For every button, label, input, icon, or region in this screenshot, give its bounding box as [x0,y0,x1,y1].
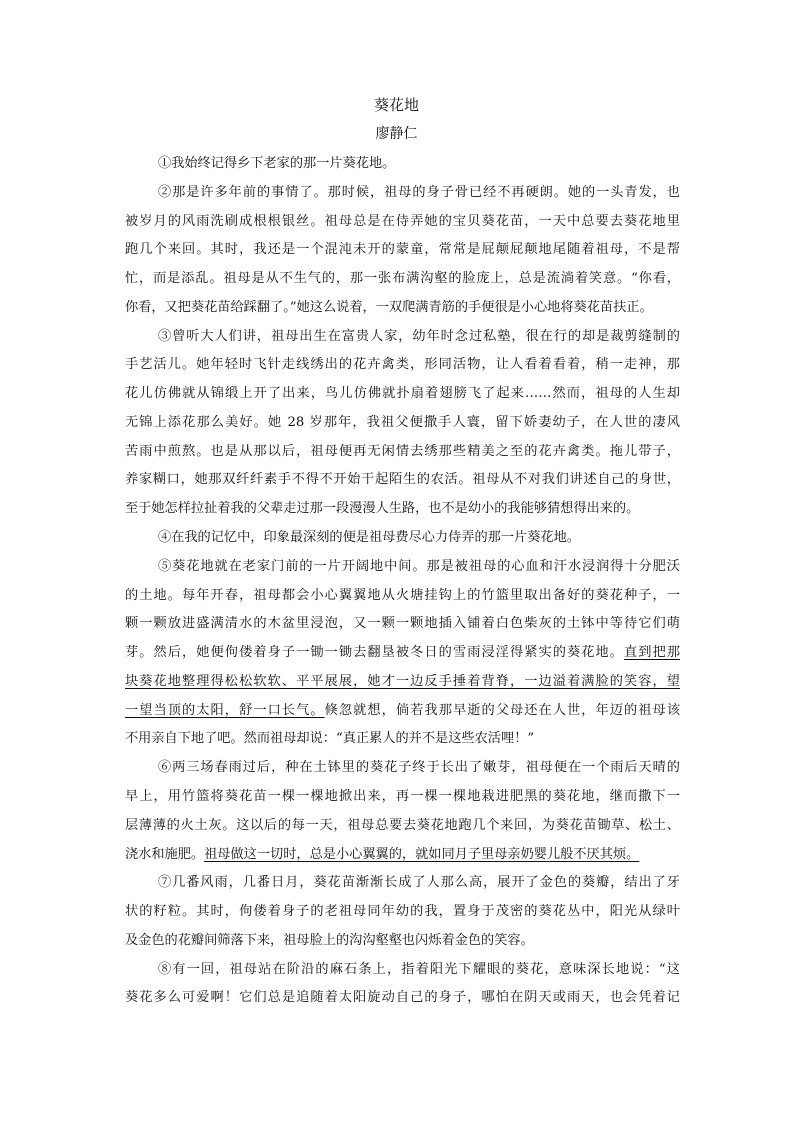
paragraph-7-line-1: ⑦几番风雨，几番日月，葵花苗渐渐长成了人那么高，展开了金色的葵瓣，结出了牙 [158,875,680,890]
paragraph-6-line-1: ⑥两三场春雨过后，种在土钵里的葵花子终于长出了嫩芽，祖母便在一个雨后天晴的 [158,760,680,775]
paragraph-5-line-6: 一望当顶的太阳，舒一口长气。倏忽就想，倘若我那早逝的父母还在人世，年迈的祖母该 [125,703,681,718]
paragraph-5-line-3: 颗一颗放进盛满清水的木盆里浸泡，又一颗一颗地插入铺着白色柴灰的土钵中等待它们萌 [125,616,680,631]
paragraph-2-line-1: ②那是许多年前的事情了。那时候，祖母的身子骨已经不再硬朗。她的一头青发，也 [158,185,680,200]
paragraph-6-line-2: 早上，用竹篮将葵花苗一棵一棵地掀出来，再一棵一棵地栽进肥黑的葵花地，继而撒下一 [125,789,680,804]
paragraph-3-line-5: 苦雨中煎熬。也是从那以后，祖母便再无闲情去绣那些精美之至的花卉禽类。拖儿带子， [125,444,680,459]
paragraph-5-line-7: 不用亲自下地了吧。然而祖母却说：“真正累人的并不是这些农活哩！” [125,731,535,746]
paragraph-8-line-1: ⑧有一回，祖母站在阶沿的麻石条上，指着阳光下耀眼的葵花，意味深长地说：“这 [158,962,680,977]
underlined-sentence: 一望当顶的太阳，舒一口长气。 [125,703,325,718]
paragraph-3-line-4: 无锦上添花那么美好。她 28 岁那年，我祖父便撒手人寰，留下娇妻幼子，在人世的凄风 [125,415,680,430]
paragraph-7-line-2: 状的籽粒。其时，佝偻着身子的老祖母同年幼的我，置身于茂密的葵花丛中，阳光从绿叶 [125,904,680,919]
paragraph-2-line-3: 跑几个来回。其时，我还是一个混沌未开的蒙童，常常是屁颠屁颠地尾随着祖母，不是帮 [125,242,680,257]
paragraph-2-line-2: 被岁月的风雨洗刷成根根银丝。祖母总是在侍弄她的宝贝葵花苗，一天中总要去葵花地里 [125,214,680,229]
paragraph-2-line-4: 忙，而是添乱。祖母是从不生气的，那一张布满沟壑的脸庞上，总是流淌着笑意。“你看， [125,271,680,286]
paragraph-5-line-1: ⑤葵花地就在老家门前的一片开阔地中间。那是被祖母的心血和汗水浸润得十分肥沃 [158,559,680,574]
paragraph-6-line-3: 层薄薄的火土灰。这以后的每一天，祖母总要去葵花地跑几个来回，为葵花苗锄草、松土、 [125,818,680,833]
paragraph-2-line-5: 你看，又把葵花苗给踩翻了。”她这么说着，一双爬满青筋的手便很是小心地将葵花苗扶正。 [125,300,653,315]
paragraph-5-line-2: 的土地。每年开春，祖母都会小心翼翼地从火塘挂钩上的竹篮里取出备好的葵花种子，一 [125,588,680,603]
underlined-sentence: 祖母做这一切时，总是小心翼翼的，就如同月子里母亲奶婴儿般不厌其烦。 [204,847,640,862]
paragraph-5-line-4: 芽。然后，她便佝偻着身子一锄一锄去翻垦被冬日的雪雨浸淫得紧实的葵花地。直到把那 [125,645,681,660]
paragraph-3-line-2: 手艺活儿。她年轻时飞针走线绣出的花卉禽类，形同活物，让人看着看着，稍一走神，那 [125,357,680,372]
paragraph-4-line-1: ④在我的记忆中，印象最深刻的便是祖母费尽心力侍弄的那一片葵花地。 [158,530,580,545]
essay-author: 廖静仁 [375,126,418,142]
underlined-sentence: 直到把那 [624,645,681,660]
paragraph-3-line-3: 花儿仿佛就从锦缎上开了出来，鸟儿仿佛就扑扇着翅膀飞了起来……然而，祖母的人生却 [125,386,680,401]
paragraph-8-line-2: 葵花多么可爱啊！它们总是追随着太阳旋动自己的身子，哪怕在阴天或雨天，也会凭着记 [125,990,680,1005]
paragraph-3-line-1: ③曾听大人们讲，祖母出生在富贵人家，幼年时念过私塾，很在行的却是裁剪缝制的 [158,329,680,344]
paragraph-3-line-6: 养家糊口，她那双纤纤素手不得不开始干起陌生的农活。祖母从不对我们讲述自己的身世， [125,472,680,487]
underlined-sentence: 块葵花地整理得松松软软、平平展展，她才一边反手捶着背脊，一边溢着满脸的笑容，望 [125,674,680,689]
essay-title: 葵花地 [373,96,419,114]
paragraph-5-line-5 [125,672,680,692]
paragraph-6-line-4: 浇水和施肥。祖母做这一切时，总是小心翼翼的，就如同月子里母亲奶婴儿般不厌其烦。 [125,847,640,862]
paragraph-1-line-1: ①我始终记得乡下老家的那一片葵花地。 [158,156,396,171]
paragraph-3-line-7: 至于她怎样拉扯着我的父辈走过那一段漫漫人生路，也不是幼小的我能够猜想得出来的。 [125,501,640,516]
paragraph-7-line-3: 及金色的花瓣间筛落下来，祖母脸上的沟沟壑壑也闪烁着金色的笑容。 [125,933,534,948]
